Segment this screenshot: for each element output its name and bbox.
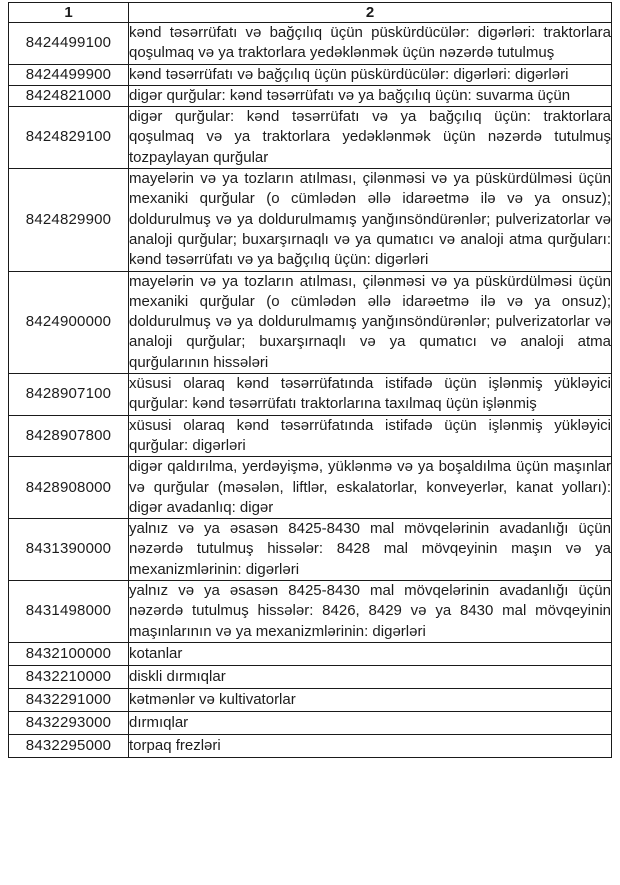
table-row — [9, 688, 612, 711]
code-cell: 8428908000 — [9, 457, 129, 519]
table-row — [9, 734, 612, 757]
table-row — [9, 457, 612, 519]
description-cell: yalnız və ya əsasən 8425-8430 mal mövqelərinin avadanlığı üçün nəzərdə tutulmuş hissələr: 8426, 8429 və ya 8430 mal mövqeyinin maşınlarının və ya mexanizmlərinin: digərləri — [129, 581, 612, 643]
description-cell: digər qurğular: kənd təsərrüfatı və ya bağçılıq üçün: traktorlara qoşulmaq və ya traktorlara yedəklənmək üçün nəzərdə tutulmuş tozpaylayan qurğular — [129, 107, 612, 169]
description-cell: digər qurğular: kənd təsərrüfatı və ya bağçılıq üçün: suvarma üçün — [129, 85, 612, 106]
code-cell: 8424829100 — [9, 107, 129, 169]
table-row — [9, 169, 612, 271]
code-cell: 8424900000 — [9, 271, 129, 373]
code-cell: 8424499100 — [9, 23, 129, 65]
table-row — [9, 23, 612, 65]
code-cell: 8428907100 — [9, 374, 129, 416]
code-cell: 8428907800 — [9, 415, 129, 457]
header-cell-description: 2 — [129, 3, 612, 23]
description-cell: dırmıqlar — [129, 711, 612, 734]
description-cell: mayelərin və ya tozların atılması, çilənməsi və ya püskürdülməsi üçün mexaniki qurğular (o cümlədən əllə idarəetmə ilə və ya onsuz); doldurulmuş və ya doldurulmamış yanğınsöndürənlər; pulverizatorlar və analoji qurğular; buxarşırnaqlı və ya qumatıcı və analoji atma qurğuları: kənd təsərrüfatı və ya bağçılıq üçün: digərləri — [129, 169, 612, 271]
code-cell: 8432291000 — [9, 688, 129, 711]
description-cell: xüsusi olaraq kənd təsərrüfatında istifadə üçün işlənmiş yükləyici qurğular: kənd təsərrüfatı traktorlarına taxılmaq üçün işlənmiş — [129, 374, 612, 416]
table-row — [9, 711, 612, 734]
description-cell: kənd təsərrüfatı və bağçılıq üçün püskürdücülər: digərləri: digərləri — [129, 64, 612, 85]
description-cell: mayelərin və ya tozların atılması, çilənməsi və ya püskürdülməsi üçün mexaniki qurğular (o cümlədən əllə idarəetmə ilə və ya onsuz); doldurulmuş və ya doldurulmamış yanğınsöndürənlər; pulverizatorlar və analoji qurğular; buxarşırnaqlı və ya qumatıcı və analoji atma qurğularının hissələri — [129, 271, 612, 373]
code-cell: 8432293000 — [9, 711, 129, 734]
table-row — [9, 581, 612, 643]
table-row — [9, 415, 612, 457]
description-cell: xüsusi olaraq kənd təsərrüfatında istifadə üçün işlənmiş yükləyici qurğular: digərləri — [129, 415, 612, 457]
description-cell: kotanlar — [129, 642, 612, 665]
tariff-code-table — [8, 2, 612, 758]
code-cell: 8424821000 — [9, 85, 129, 106]
table-row — [9, 642, 612, 665]
table-header-row — [9, 3, 612, 23]
header-cell-code: 1 — [9, 3, 129, 23]
description-cell: kənd təsərrüfatı və bağçılıq üçün püskürdücülər: digərləri: traktorlara qoşulmaq və ya traktorlara yedəklənmək üçün nəzərdə tutulmuş — [129, 23, 612, 65]
code-cell: 8432100000 — [9, 642, 129, 665]
table-row — [9, 271, 612, 373]
description-cell: torpaq frezləri — [129, 734, 612, 757]
code-cell: 8424829900 — [9, 169, 129, 271]
table-row — [9, 64, 612, 85]
code-cell: 8424499900 — [9, 64, 129, 85]
code-cell: 8431498000 — [9, 581, 129, 643]
table-row — [9, 107, 612, 169]
table-row — [9, 85, 612, 106]
code-cell: 8432295000 — [9, 734, 129, 757]
description-cell: digər qaldırılma, yerdəyişmə, yüklənmə və ya boşaldılma üçün maşınlar və qurğular (məsələn, liftlər, eskalatorlar, konveyerlər, kanat yolları): digər avadanlıq: digər — [129, 457, 612, 519]
description-cell: diskli dırmıqlar — [129, 665, 612, 688]
code-cell: 8431390000 — [9, 519, 129, 581]
table-row — [9, 665, 612, 688]
code-cell: 8432210000 — [9, 665, 129, 688]
table-row — [9, 374, 612, 416]
description-cell: yalnız və ya əsasən 8425-8430 mal mövqelərinin avadanlığı üçün nəzərdə tutulmuş hissələr: 8428 mal mövqeyinin maşın və ya mexanizmlərinin: digərləri — [129, 519, 612, 581]
description-cell: kətmənlər və kultivatorlar — [129, 688, 612, 711]
table-row — [9, 519, 612, 581]
